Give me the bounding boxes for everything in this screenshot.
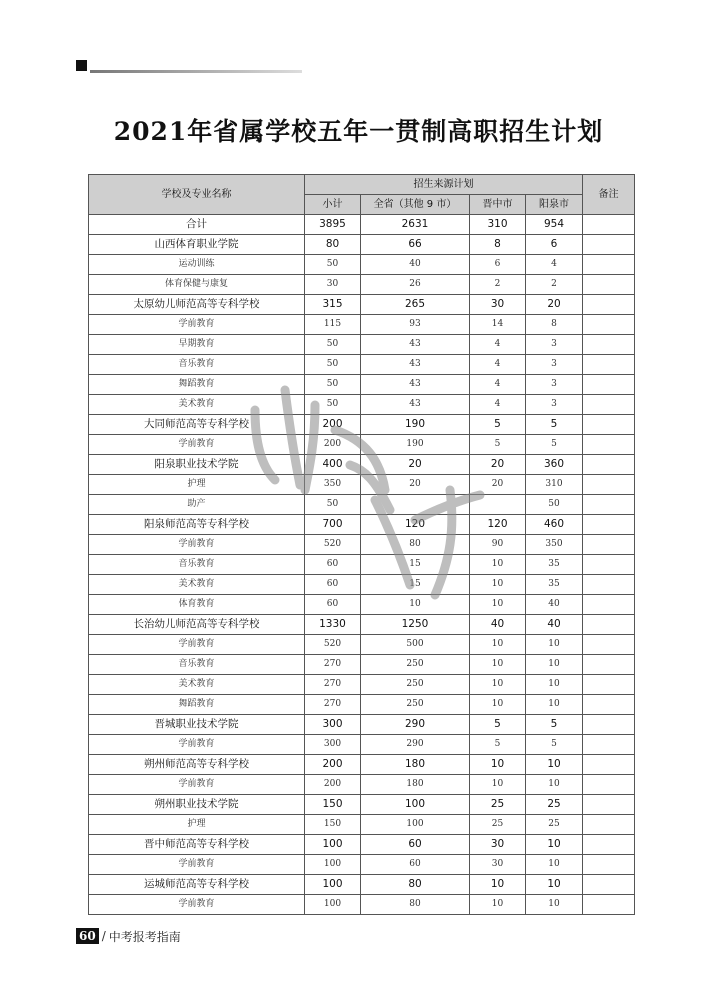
table-row-school bbox=[89, 455, 635, 475]
cell-jinzhong: 5 bbox=[470, 715, 526, 735]
cell-remark bbox=[583, 415, 635, 435]
table-row-major bbox=[89, 535, 635, 555]
top-gradient-rule bbox=[90, 70, 302, 73]
cell-remark bbox=[583, 475, 635, 495]
cell-remark bbox=[583, 675, 635, 695]
cell-jinzhong: 4 bbox=[470, 335, 526, 355]
header-yangquan: 阳泉市 bbox=[526, 195, 583, 215]
cell-yangquan: 40 bbox=[526, 595, 583, 615]
cell-jinzhong: 10 bbox=[470, 775, 526, 795]
cell-jinzhong: 8 bbox=[470, 235, 526, 255]
table-row-school bbox=[89, 755, 635, 775]
header-name: 学校及专业名称 bbox=[89, 175, 305, 215]
cell-name: 体育教育 bbox=[89, 595, 305, 615]
cell-subtotal: 700 bbox=[305, 515, 361, 535]
cell-name: 学前教育 bbox=[89, 315, 305, 335]
cell-name: 舞蹈教育 bbox=[89, 695, 305, 715]
cell-name: 学前教育 bbox=[89, 895, 305, 915]
cell-name: 护理 bbox=[89, 815, 305, 835]
footer-slash: / bbox=[101, 929, 106, 943]
cell-subtotal: 50 bbox=[305, 395, 361, 415]
cell-yangquan: 8 bbox=[526, 315, 583, 335]
cell-name: 山西体育职业学院 bbox=[89, 235, 305, 255]
cell-jinzhong: 120 bbox=[470, 515, 526, 535]
cell-yangquan: 310 bbox=[526, 475, 583, 495]
header-source-plan: 招生来源计划 bbox=[305, 175, 583, 195]
cell-remark bbox=[583, 735, 635, 755]
cell-remark bbox=[583, 895, 635, 915]
cell-name: 学前教育 bbox=[89, 635, 305, 655]
cell-name: 阳泉师范高等专科学校 bbox=[89, 515, 305, 535]
publication-name: 中考报考指南 bbox=[108, 929, 181, 944]
cell-name: 晋城职业技术学院 bbox=[89, 715, 305, 735]
cell-subtotal: 150 bbox=[305, 815, 361, 835]
corner-square-mark bbox=[76, 60, 87, 71]
cell-subtotal: 200 bbox=[305, 755, 361, 775]
page-title: 2021年省属学校五年一贯制高职招生计划 bbox=[113, 117, 604, 146]
table-row-school bbox=[89, 795, 635, 815]
cell-province: 80 bbox=[361, 895, 470, 915]
cell-yangquan: 10 bbox=[526, 755, 583, 775]
table-row-major bbox=[89, 275, 635, 295]
cell-subtotal: 200 bbox=[305, 415, 361, 435]
cell-name: 阳泉职业技术学院 bbox=[89, 455, 305, 475]
cell-name: 护理 bbox=[89, 475, 305, 495]
cell-remark bbox=[583, 375, 635, 395]
cell-name: 大同师范高等专科学校 bbox=[89, 415, 305, 435]
cell-yangquan: 954 bbox=[526, 215, 583, 235]
cell-jinzhong: 6 bbox=[470, 255, 526, 275]
table-row-major bbox=[89, 895, 635, 915]
cell-name: 学前教育 bbox=[89, 535, 305, 555]
cell-name: 学前教育 bbox=[89, 735, 305, 755]
table-row-school bbox=[89, 515, 635, 535]
cell-jinzhong: 10 bbox=[470, 635, 526, 655]
cell-name: 长治幼儿师范高等专科学校 bbox=[89, 615, 305, 635]
cell-remark bbox=[583, 395, 635, 415]
cell-name: 学前教育 bbox=[89, 775, 305, 795]
cell-name: 朔州职业技术学院 bbox=[89, 795, 305, 815]
cell-subtotal: 50 bbox=[305, 255, 361, 275]
cell-province: 180 bbox=[361, 775, 470, 795]
table-row-major bbox=[89, 555, 635, 575]
cell-remark bbox=[583, 235, 635, 255]
table-row-major bbox=[89, 395, 635, 415]
cell-jinzhong: 40 bbox=[470, 615, 526, 635]
cell-yangquan: 10 bbox=[526, 775, 583, 795]
cell-remark bbox=[583, 495, 635, 515]
cell-subtotal: 50 bbox=[305, 355, 361, 375]
cell-yangquan: 20 bbox=[526, 295, 583, 315]
cell-name: 学前教育 bbox=[89, 855, 305, 875]
table-row-school bbox=[89, 215, 635, 235]
cell-yangquan: 40 bbox=[526, 615, 583, 635]
table-row-major bbox=[89, 495, 635, 515]
cell-province: 15 bbox=[361, 575, 470, 595]
cell-name: 运城师范高等专科学校 bbox=[89, 875, 305, 895]
cell-jinzhong: 10 bbox=[470, 755, 526, 775]
page-footer bbox=[76, 928, 181, 944]
cell-remark bbox=[583, 295, 635, 315]
table-row-major bbox=[89, 855, 635, 875]
cell-jinzhong: 10 bbox=[470, 675, 526, 695]
cell-province: 43 bbox=[361, 355, 470, 375]
cell-yangquan: 6 bbox=[526, 235, 583, 255]
cell-name: 体育保健与康复 bbox=[89, 275, 305, 295]
cell-province: 40 bbox=[361, 255, 470, 275]
cell-remark bbox=[583, 335, 635, 355]
cell-name: 舞蹈教育 bbox=[89, 375, 305, 395]
cell-name: 音乐教育 bbox=[89, 355, 305, 375]
cell-yangquan: 3 bbox=[526, 395, 583, 415]
cell-jinzhong: 5 bbox=[470, 435, 526, 455]
cell-name: 早期教育 bbox=[89, 335, 305, 355]
cell-yangquan: 10 bbox=[526, 835, 583, 855]
cell-jinzhong: 310 bbox=[470, 215, 526, 235]
cell-name: 助产 bbox=[89, 495, 305, 515]
cell-province: 43 bbox=[361, 395, 470, 415]
cell-yangquan: 350 bbox=[526, 535, 583, 555]
cell-subtotal: 520 bbox=[305, 635, 361, 655]
cell-subtotal: 50 bbox=[305, 495, 361, 515]
cell-province: 190 bbox=[361, 435, 470, 455]
cell-province: 26 bbox=[361, 275, 470, 295]
cell-jinzhong: 20 bbox=[470, 475, 526, 495]
page-number: 60 bbox=[76, 928, 99, 944]
cell-jinzhong: 10 bbox=[470, 575, 526, 595]
cell-jinzhong: 20 bbox=[470, 455, 526, 475]
cell-subtotal: 400 bbox=[305, 455, 361, 475]
cell-remark bbox=[583, 875, 635, 895]
table-row-major bbox=[89, 675, 635, 695]
cell-yangquan: 50 bbox=[526, 495, 583, 515]
cell-jinzhong: 4 bbox=[470, 395, 526, 415]
cell-remark bbox=[583, 275, 635, 295]
cell-subtotal: 3895 bbox=[305, 215, 361, 235]
cell-yangquan: 10 bbox=[526, 635, 583, 655]
header-province: 全省（其他 9 市） bbox=[361, 195, 470, 215]
cell-remark bbox=[583, 555, 635, 575]
cell-name: 美术教育 bbox=[89, 575, 305, 595]
cell-yangquan: 5 bbox=[526, 415, 583, 435]
cell-province: 265 bbox=[361, 295, 470, 315]
cell-yangquan: 10 bbox=[526, 855, 583, 875]
cell-yangquan: 25 bbox=[526, 795, 583, 815]
cell-subtotal: 50 bbox=[305, 375, 361, 395]
table-row-major bbox=[89, 775, 635, 795]
cell-province: 10 bbox=[361, 595, 470, 615]
cell-jinzhong bbox=[470, 495, 526, 515]
cell-province: 100 bbox=[361, 815, 470, 835]
table-row-school bbox=[89, 715, 635, 735]
cell-province: 80 bbox=[361, 875, 470, 895]
table-body bbox=[89, 215, 635, 915]
cell-yangquan: 3 bbox=[526, 355, 583, 375]
table-header bbox=[89, 175, 635, 215]
cell-jinzhong: 5 bbox=[470, 735, 526, 755]
cell-remark bbox=[583, 215, 635, 235]
cell-jinzhong: 4 bbox=[470, 355, 526, 375]
cell-yangquan: 3 bbox=[526, 335, 583, 355]
table-row-school bbox=[89, 615, 635, 635]
table-row-major bbox=[89, 815, 635, 835]
cell-province: 250 bbox=[361, 655, 470, 675]
cell-remark bbox=[583, 255, 635, 275]
cell-yangquan: 10 bbox=[526, 675, 583, 695]
table-row-school bbox=[89, 835, 635, 855]
cell-jinzhong: 25 bbox=[470, 815, 526, 835]
cell-subtotal: 1330 bbox=[305, 615, 361, 635]
cell-jinzhong: 5 bbox=[470, 415, 526, 435]
cell-name: 太原幼儿师范高等专科学校 bbox=[89, 295, 305, 315]
cell-province: 20 bbox=[361, 455, 470, 475]
cell-remark bbox=[583, 835, 635, 855]
cell-jinzhong: 10 bbox=[470, 655, 526, 675]
cell-yangquan: 5 bbox=[526, 435, 583, 455]
cell-name: 美术教育 bbox=[89, 675, 305, 695]
cell-province: 43 bbox=[361, 335, 470, 355]
cell-subtotal: 200 bbox=[305, 775, 361, 795]
table-row-major bbox=[89, 735, 635, 755]
cell-yangquan: 35 bbox=[526, 555, 583, 575]
cell-province: 60 bbox=[361, 835, 470, 855]
cell-remark bbox=[583, 775, 635, 795]
cell-remark bbox=[583, 655, 635, 675]
table-row-major bbox=[89, 355, 635, 375]
table-row-major bbox=[89, 635, 635, 655]
cell-jinzhong: 90 bbox=[470, 535, 526, 555]
cell-subtotal: 300 bbox=[305, 735, 361, 755]
table-row-major bbox=[89, 315, 635, 335]
cell-remark bbox=[583, 715, 635, 735]
table-row-school bbox=[89, 295, 635, 315]
cell-name: 晋中师范高等专科学校 bbox=[89, 835, 305, 855]
cell-province: 500 bbox=[361, 635, 470, 655]
cell-name: 运动训练 bbox=[89, 255, 305, 275]
cell-jinzhong: 2 bbox=[470, 275, 526, 295]
cell-remark bbox=[583, 575, 635, 595]
cell-remark bbox=[583, 315, 635, 335]
cell-name: 音乐教育 bbox=[89, 555, 305, 575]
table-row-major bbox=[89, 575, 635, 595]
cell-yangquan: 35 bbox=[526, 575, 583, 595]
enrollment-plan-table bbox=[88, 174, 635, 915]
table-row-major bbox=[89, 695, 635, 715]
cell-subtotal: 30 bbox=[305, 275, 361, 295]
cell-name: 学前教育 bbox=[89, 435, 305, 455]
cell-yangquan: 25 bbox=[526, 815, 583, 835]
cell-subtotal: 80 bbox=[305, 235, 361, 255]
cell-remark bbox=[583, 695, 635, 715]
cell-remark bbox=[583, 515, 635, 535]
cell-jinzhong: 30 bbox=[470, 855, 526, 875]
cell-yangquan: 10 bbox=[526, 695, 583, 715]
cell-yangquan: 360 bbox=[526, 455, 583, 475]
cell-province: 20 bbox=[361, 475, 470, 495]
cell-subtotal: 270 bbox=[305, 655, 361, 675]
cell-province: 100 bbox=[361, 795, 470, 815]
header-remark: 备注 bbox=[583, 175, 635, 215]
cell-subtotal: 270 bbox=[305, 675, 361, 695]
table-row-major bbox=[89, 335, 635, 355]
cell-province: 66 bbox=[361, 235, 470, 255]
cell-yangquan: 3 bbox=[526, 375, 583, 395]
cell-remark bbox=[583, 755, 635, 775]
cell-province: 290 bbox=[361, 715, 470, 735]
cell-province: 250 bbox=[361, 675, 470, 695]
cell-subtotal: 100 bbox=[305, 895, 361, 915]
cell-province: 43 bbox=[361, 375, 470, 395]
cell-yangquan: 460 bbox=[526, 515, 583, 535]
cell-name: 合计 bbox=[89, 215, 305, 235]
cell-remark bbox=[583, 615, 635, 635]
cell-jinzhong: 25 bbox=[470, 795, 526, 815]
header-subtotal: 小计 bbox=[305, 195, 361, 215]
cell-subtotal: 520 bbox=[305, 535, 361, 555]
cell-subtotal: 315 bbox=[305, 295, 361, 315]
cell-jinzhong: 10 bbox=[470, 555, 526, 575]
table-row-major bbox=[89, 655, 635, 675]
cell-name: 美术教育 bbox=[89, 395, 305, 415]
cell-remark bbox=[583, 855, 635, 875]
table-row-school bbox=[89, 415, 635, 435]
cell-yangquan: 10 bbox=[526, 895, 583, 915]
cell-subtotal: 115 bbox=[305, 315, 361, 335]
cell-province: 15 bbox=[361, 555, 470, 575]
cell-remark bbox=[583, 355, 635, 375]
cell-jinzhong: 30 bbox=[470, 295, 526, 315]
cell-name: 朔州师范高等专科学校 bbox=[89, 755, 305, 775]
cell-subtotal: 60 bbox=[305, 595, 361, 615]
cell-province: 1250 bbox=[361, 615, 470, 635]
cell-yangquan: 5 bbox=[526, 735, 583, 755]
cell-province: 60 bbox=[361, 855, 470, 875]
cell-subtotal: 350 bbox=[305, 475, 361, 495]
cell-jinzhong: 10 bbox=[470, 875, 526, 895]
table-row-major bbox=[89, 595, 635, 615]
cell-yangquan: 2 bbox=[526, 275, 583, 295]
table-row-major bbox=[89, 375, 635, 395]
cell-subtotal: 100 bbox=[305, 835, 361, 855]
cell-jinzhong: 10 bbox=[470, 695, 526, 715]
cell-remark bbox=[583, 455, 635, 475]
cell-province: 250 bbox=[361, 695, 470, 715]
cell-subtotal: 100 bbox=[305, 855, 361, 875]
cell-remark bbox=[583, 815, 635, 835]
cell-yangquan: 10 bbox=[526, 875, 583, 895]
cell-jinzhong: 10 bbox=[470, 895, 526, 915]
cell-province: 80 bbox=[361, 535, 470, 555]
table-row-major bbox=[89, 255, 635, 275]
table-row-major bbox=[89, 475, 635, 495]
cell-remark bbox=[583, 635, 635, 655]
table-row-major bbox=[89, 435, 635, 455]
cell-subtotal: 60 bbox=[305, 575, 361, 595]
cell-remark bbox=[583, 795, 635, 815]
cell-province: 93 bbox=[361, 315, 470, 335]
cell-subtotal: 50 bbox=[305, 335, 361, 355]
cell-jinzhong: 30 bbox=[470, 835, 526, 855]
cell-subtotal: 60 bbox=[305, 555, 361, 575]
cell-remark bbox=[583, 595, 635, 615]
cell-subtotal: 150 bbox=[305, 795, 361, 815]
cell-jinzhong: 14 bbox=[470, 315, 526, 335]
cell-subtotal: 300 bbox=[305, 715, 361, 735]
header-jinzhong: 晋中市 bbox=[470, 195, 526, 215]
cell-yangquan: 10 bbox=[526, 655, 583, 675]
cell-subtotal: 270 bbox=[305, 695, 361, 715]
cell-yangquan: 4 bbox=[526, 255, 583, 275]
cell-subtotal: 200 bbox=[305, 435, 361, 455]
cell-jinzhong: 10 bbox=[470, 595, 526, 615]
cell-name: 音乐教育 bbox=[89, 655, 305, 675]
cell-remark bbox=[583, 535, 635, 555]
cell-province: 190 bbox=[361, 415, 470, 435]
cell-province: 2631 bbox=[361, 215, 470, 235]
table-row-school bbox=[89, 875, 635, 895]
cell-yangquan: 5 bbox=[526, 715, 583, 735]
cell-province: 180 bbox=[361, 755, 470, 775]
table-row-school bbox=[89, 235, 635, 255]
cell-province: 120 bbox=[361, 515, 470, 535]
cell-province: 290 bbox=[361, 735, 470, 755]
cell-subtotal: 100 bbox=[305, 875, 361, 895]
cell-jinzhong: 4 bbox=[470, 375, 526, 395]
cell-remark bbox=[583, 435, 635, 455]
cell-province bbox=[361, 495, 470, 515]
